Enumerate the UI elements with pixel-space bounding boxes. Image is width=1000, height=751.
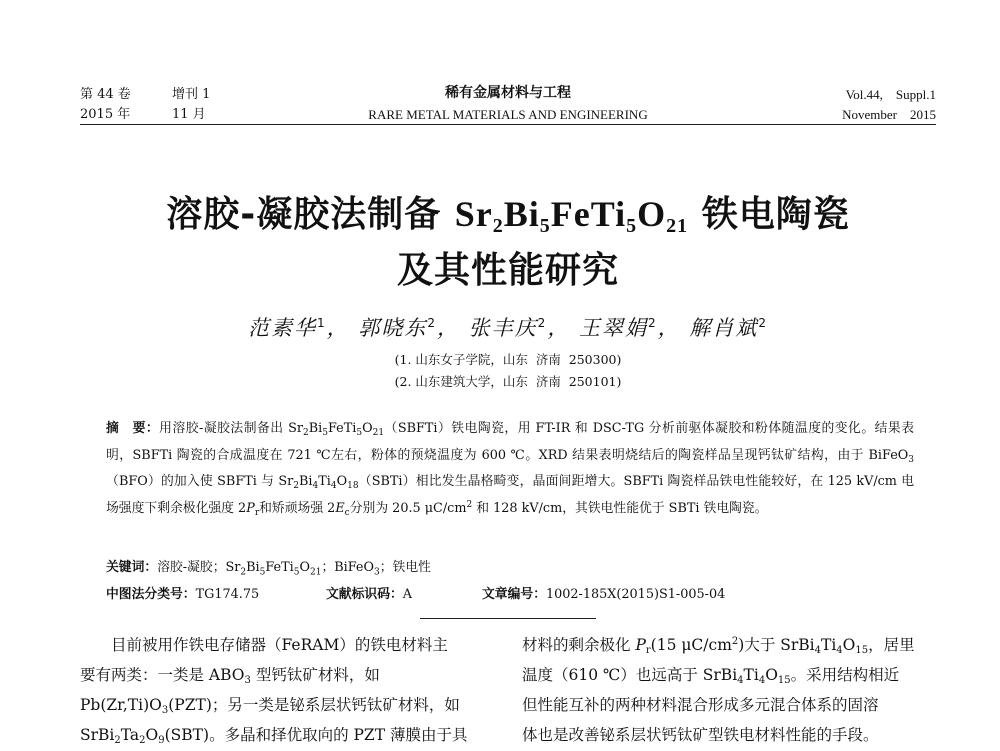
sub: 5 <box>356 428 363 438</box>
body-text: 要有两类：一类是 ABO <box>80 666 245 684</box>
sub: 3 <box>161 705 169 716</box>
author-name: 郭晓东 <box>358 316 428 340</box>
abstract-text: Ti <box>318 474 331 489</box>
keywords-text: ；BiFeO <box>321 560 374 575</box>
sub: 18 <box>347 481 359 491</box>
author-1 <box>248 316 327 340</box>
sub: 2 <box>303 428 309 438</box>
sub: 2 <box>139 735 146 746</box>
keywords-text: Bi <box>246 560 260 575</box>
sub: 4 <box>330 481 337 491</box>
sub: 4 <box>814 645 821 656</box>
document-code <box>326 583 412 602</box>
author-list <box>80 312 936 342</box>
body-right-column <box>522 630 936 750</box>
body-line <box>80 720 494 750</box>
header-volume-en: Vol.44, Suppl.1 <box>845 87 936 102</box>
affiliation-1: (1. 山东女子学院，山东 济南 250300) <box>394 352 622 367</box>
affiliation-2: (2. 山东建筑大学，山东 济南 250101) <box>394 374 622 389</box>
abstract-text: （SBTi）相比发生晶格畸变，晶面间距增大。SBFTi 陶瓷样品铁电性能较好，在 125 kV/cm 电场强度下剩余极化强度 2 <box>106 474 914 516</box>
sub: 2 <box>114 735 121 746</box>
keywords-text: FeTi <box>265 560 294 575</box>
sub: 2 <box>293 481 299 491</box>
author-aff: 2 <box>758 316 768 330</box>
body-text: O <box>765 666 778 684</box>
body-line <box>80 660 494 690</box>
body-text: O <box>842 636 856 654</box>
body-line: 体也是改善铋系层状钙钛矿型铁电材料性能的手段。 <box>522 726 879 744</box>
sub: 9 <box>158 735 165 746</box>
body-left-column <box>80 630 494 750</box>
body-text: 型钙钛矿材料，如 <box>250 666 380 684</box>
header-year: 2015 年 <box>80 107 131 122</box>
keywords-text: O <box>299 560 310 575</box>
author-4 <box>579 316 658 340</box>
body-text: 温度（610 ℃）也远高于 SrBi <box>522 666 738 684</box>
author-name: 王翠娟 <box>579 316 648 340</box>
abstract-text: （SBFTi）铁电陶瓷，用 FT-IR 和 DSC-TG 分析前驱体凝胶和粉体随温度的变化。结果表明，SBFTi 陶瓷的合成温度在 721 ℃左右，粉体的预烧温度为 600 ℃。XRD 结果表明烧结后的陶瓷样品呈现钙钛矿结构，由于 BiFeO <box>106 421 915 463</box>
formula-o-n: 21 <box>666 215 689 237</box>
symbol-e: E <box>335 500 345 516</box>
body-text: (15 μC/cm <box>650 636 732 654</box>
art-value: 1002-185X(2015)S1-005-04 <box>545 587 726 602</box>
body-text: 。采用结构相近 <box>790 666 900 684</box>
abstract-text: O <box>362 421 373 436</box>
author-3 <box>469 316 548 340</box>
formula-ti: Ti <box>590 194 627 234</box>
keywords-text: ；铁电性 <box>379 560 431 575</box>
author-separator: ， <box>326 316 350 340</box>
section-separator <box>420 618 596 619</box>
sup: 2 <box>731 636 739 647</box>
art-label: 文章编号： <box>482 587 546 602</box>
symbol-p: P <box>635 636 646 654</box>
sub: 2 <box>240 567 247 578</box>
header-supplement: 增刊 1 <box>172 87 211 102</box>
abstract-label: 摘 要： <box>106 421 160 436</box>
body-text: ，居里 <box>868 636 915 654</box>
formula-fe: Fe <box>550 194 591 234</box>
author-2 <box>358 316 437 340</box>
sub: r <box>254 507 260 518</box>
formula-sr: Sr <box>454 194 493 234</box>
clc-label: 中图法分类号： <box>106 587 196 602</box>
author-name: 范素华 <box>248 316 318 340</box>
author-separator: ， <box>657 316 681 340</box>
sub: 5 <box>259 567 266 578</box>
sub: 5 <box>293 567 300 578</box>
doc-label: 文献标识码： <box>326 587 403 602</box>
abstract-text: （BFO）的加入使 SBFTi 与 Sr <box>106 474 294 489</box>
formula-bi: Bi <box>503 194 540 234</box>
title-suffix: 铁电陶瓷 <box>688 194 850 235</box>
sub: 4 <box>836 645 843 656</box>
keywords <box>106 556 431 578</box>
formula-bi-n: 5 <box>539 215 551 237</box>
body-text: O <box>145 726 159 744</box>
clc-value: TG174.75 <box>195 587 260 602</box>
author-aff: 1 <box>317 316 327 330</box>
abstract-text: 和矫顽场强 2 <box>259 500 336 516</box>
sub: 4 <box>737 675 744 686</box>
abstract-text: Bi <box>308 421 323 436</box>
journal-title-cn: 稀有金属材料与工程 <box>445 85 571 101</box>
abstract-text: 用溶胶-凝胶法制备出 Sr <box>159 421 303 436</box>
sub: r <box>645 645 651 656</box>
author-aff: 2 <box>427 316 437 330</box>
abstract-text: 分别为 20.5 μC/cm <box>349 500 467 516</box>
symbol-p: P <box>246 500 255 516</box>
body-text: 材料的剩余极化 <box>522 636 636 654</box>
sub: 3 <box>908 454 914 465</box>
sub: 5 <box>322 428 328 438</box>
formula-sr-n: 2 <box>492 215 504 237</box>
author-aff: 2 <box>537 316 548 330</box>
sub: 4 <box>758 675 766 686</box>
keywords-text: 溶胶-凝胶；Sr <box>157 560 241 575</box>
body-text: Ta <box>120 726 140 744</box>
body-text: Ti <box>821 636 837 654</box>
title-prefix: 溶胶-凝胶法制备 <box>166 194 455 235</box>
formula-o: O <box>637 194 667 234</box>
author-separator: ， <box>436 316 460 340</box>
header-volume: 第 44 卷 <box>80 87 131 102</box>
keywords-label: 关键词： <box>106 560 158 575</box>
header-rule <box>80 124 936 125</box>
author-name: 解肖斌 <box>689 316 759 340</box>
sub: 3 <box>244 675 251 686</box>
header-month: 11 月 <box>172 107 206 122</box>
title-formula <box>454 194 689 237</box>
abstract-text: 和 128 kV/cm，其铁电性能优于 SBTi 铁电陶瓷。 <box>472 500 768 516</box>
body-line <box>522 660 936 690</box>
doc-value: A <box>402 587 413 602</box>
header-date-en: November 2015 <box>842 107 936 122</box>
article-number <box>482 583 725 602</box>
body-line <box>80 690 494 720</box>
body-line: 目前被用作铁电存储器（FeRAM）的铁电材料主 <box>111 636 448 654</box>
sub: 15 <box>855 645 869 656</box>
journal-title-en: RARE METAL MATERIALS AND ENGINEERING <box>368 107 648 122</box>
clc-number <box>106 583 259 602</box>
body-text: (PZT)；另一类是铋系层状钙钛矿材料，如 <box>168 696 460 714</box>
sub: c <box>344 507 350 518</box>
formula-ti-n: 5 <box>626 215 638 237</box>
author-separator: ， <box>547 316 571 340</box>
body-text: (SBT)。多晶和择优取向的 PZT 薄膜由于具 <box>164 726 468 744</box>
paper-title-line1 <box>80 186 936 237</box>
body-text: SrBi <box>80 726 115 744</box>
author-aff: 2 <box>648 316 658 330</box>
sup: 2 <box>466 499 473 510</box>
author-5 <box>689 316 768 340</box>
abstract-text: Bi <box>298 474 313 489</box>
author-name: 张丰庆 <box>468 316 538 340</box>
body-text: )大于 SrBi <box>738 636 815 654</box>
sub: 21 <box>309 567 322 578</box>
sub: 15 <box>777 675 791 686</box>
abstract-text: O <box>336 474 348 489</box>
body-line <box>522 630 936 660</box>
body-line: 但性能互补的两种材料混合形成多元混合体系的固溶 <box>522 696 879 714</box>
sub: 21 <box>372 428 385 438</box>
body-text: Pb(Zr,Ti)O <box>80 696 162 714</box>
sub: 4 <box>312 481 319 491</box>
sub: 3 <box>373 567 380 578</box>
abstract <box>106 416 914 522</box>
abstract-text: FeTi <box>327 421 357 436</box>
body-text: Ti <box>743 666 759 684</box>
paper-title-line2: 及其性能研究 <box>396 250 619 291</box>
